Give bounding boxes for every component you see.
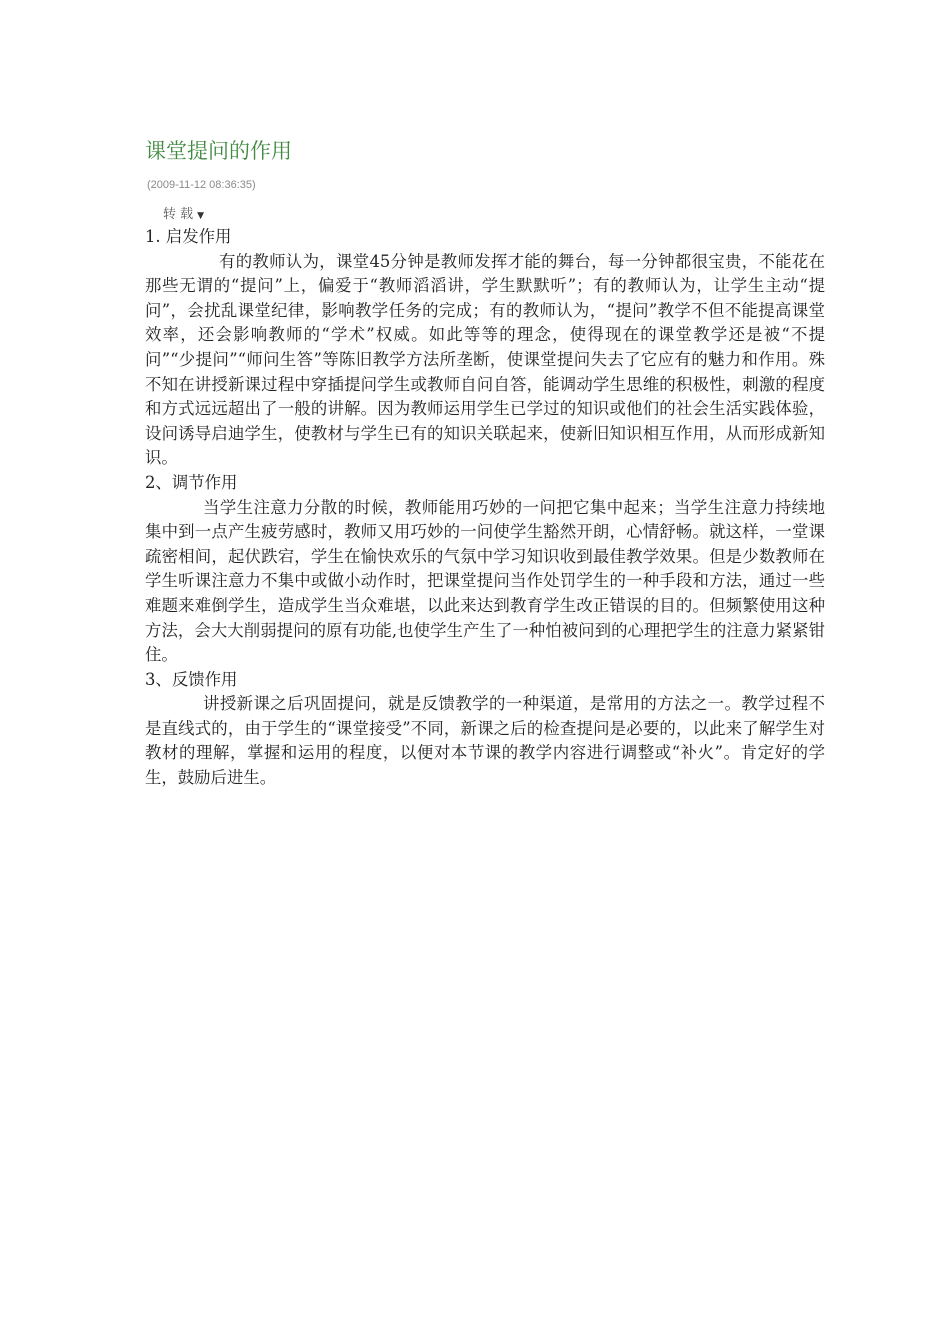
repost-label: 转 载 xyxy=(163,207,194,222)
section-paragraph: 当学生注意力分散的时候，教师能用巧妙的一问把它集中起来；当学生注意力持续地集中到一点产生疲劳感时，教师又用巧妙的一问使学生豁然开朗，心情舒畅。就这样，一堂课疏密相间，起伏跌宕，学生在愉快欢乐的气氛中学习知识收到最佳教学效果。但是少数教师在学生听课注意力不集中或做小动作时，把课堂提问当作处罚学生的一种手段和方法，通过一些难题来难倒学生，造成学生当众难堪，以此来达到教育学生改正错误的目的。但频繁使用这种方法，会大大削弱提问的原有功能,也使学生产生了一种怕被问到的心理把学生的注意力紧紧钳住。 xyxy=(145,497,825,665)
section-heading: 1. 启发作用 xyxy=(145,227,232,246)
section-heading: 3、反馈作用 xyxy=(145,669,238,689)
article-timestamp: (2009-11-12 08:36:35) xyxy=(147,179,256,191)
dropdown-arrow-icon: ▼ xyxy=(197,211,205,221)
section-heading: 2、调节作用 xyxy=(145,472,238,492)
article-body xyxy=(145,225,825,791)
section-paragraph: 有的教师认为，课堂45分钟是教师发挥才能的舞台，每一分钟都很宝贵，不能花在那些无谓的“提问”上，偏爱于“教师滔滔讲，学生默默听”；有的教师认为，让学生主动“提问”，会扰乱课堂纪律，影响教学任务的完成；有的教师认为，“提问”教学不但不能提高课堂效率，还会影响教师的“学术”权威。如此等等的理念，使得现在的课堂教学还是被“不提问”“少提问”“师问生答”等陈旧教学方法所垄断，使课堂提问失去了它应有的魅力和作用。殊不知在讲授新课过程中穿插提问学生或教师自问自答，能调动学生思维的积极性，刺激的程度和方式远远超出了一般的讲解。因为教师运用学生已学过的知识或他们的社会生活实践体验，设问诱导启迪学生，使教材与学生已有的知识关联起来，使新旧知识相互作用，从而形成新知识。 xyxy=(145,251,825,468)
repost-button[interactable] xyxy=(163,203,204,222)
section-paragraph: 讲授新课之后巩固提问，就是反馈教学的一种渠道，是常用的方法之一。教学过程不是直线式的，由于学生的“课堂接受”不同，新课之后的检查提问是必要的，以此来了解学生对教材的理解，掌握和运用的程度，以便对本节课的教学内容进行调整或“补火”。肯定好的学生，鼓励后进生。 xyxy=(145,694,825,788)
article-title: 课堂提问的作用 xyxy=(145,139,292,163)
